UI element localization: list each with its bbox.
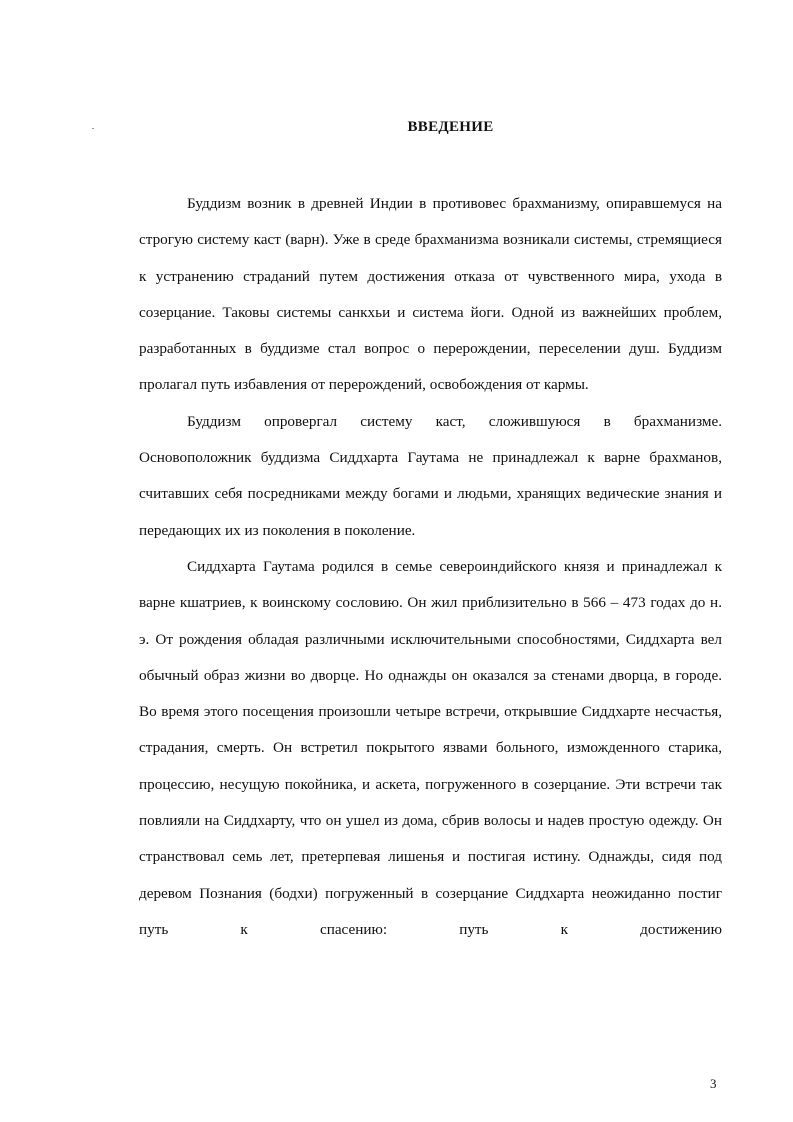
page-number: 3 xyxy=(710,1076,717,1091)
paragraph-2: Буддизм опровергал систему каст, сложившуюся в брахманизме. Основоположник буддизма Сиддхарта Гаутама не принадлежал к варне брахманов, считавших себя посредниками между богами и людьми, хранящих ведические знания и передающих их из поколения в поколение. xyxy=(139,412,722,539)
paragraph-3: Сиддхарта Гаутама родился в семье североиндийского князя и принадлежал к варне кшатриев, к воинскому сословию. Он жил приблизительно в 566 – 473 годах до н. э. От рождения обладая различными исключительными способностями, Сиддхарта вел обычный образ жизни во дворце. Но однажды он оказался за стенами дворца, в городе. Во время этого посещения произошли четыре встречи, открывшие Сиддхарте несчастья, страдания, смерть. Он встретил покрытого язвами больного, изможденного старика, процессию, несущую покойника, и аскета, погруженного в созерцание. Эти встречи так повлияли на Сиддхарту, что он ушел из дома, сбрив волосы и надев простую одежду. Он странствовал семь лет, претерпевая лишенья и постигая истину. Однажды, сидя под деревом Познания (бодхи) погруженный в созерцание Сиддхарта неожиданно постиг путь к спасению: путь к достижению xyxy=(139,557,722,938)
paragraph-1: Буддизм возник в древней Индии в противовес брахманизму, опиравшемуся на строгую систему каст (варн). Уже в среде брахманизма возникали системы, стремящиеся к устранению страданий путем достижения отказа от чувственного мира, ухода в созерцание. Таковы системы санкхьи и система йоги. Одной из важнейших проблем, разработанных в буддизме стал вопрос о перерождении, переселении душ. Буддизм пролагал путь избавления от перерождений, освобождения от кармы. xyxy=(139,195,722,394)
body-text xyxy=(139,186,722,948)
page-title: ВВЕДЕНИЕ xyxy=(407,119,494,135)
